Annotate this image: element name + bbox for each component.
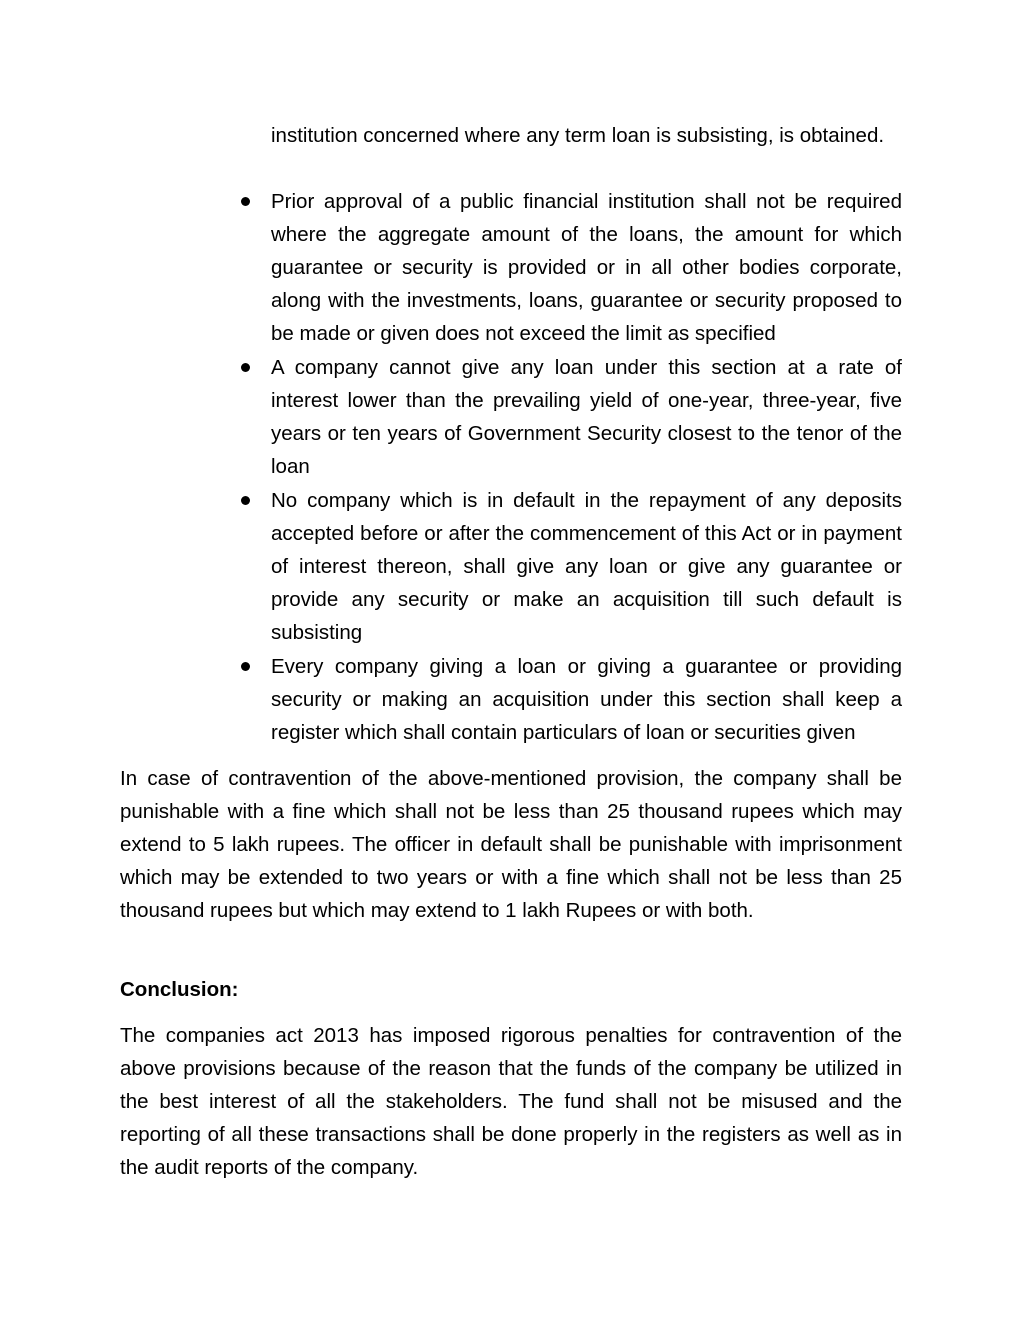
bullet-text: A company cannot give any loan under this section at a rate of interest lower than the prevailing yield of one-year, three-year, five years or ten years of Government Security closest to the tenor of the loan xyxy=(271,356,902,478)
bullet-item xyxy=(271,484,902,649)
bullet-dot-icon xyxy=(241,363,250,372)
bullet-dot-icon xyxy=(241,496,250,505)
conclusion-paragraph: The companies act 2013 has imposed rigorous penalties for contravention of the above provisions because of the reason that the funds of the company be utilized in the best interest of all the stakeholders. The fund shall not be misused and the reporting of all these transactions shall be done properly in the registers as well as in the audit reports of the company. xyxy=(120,1024,902,1179)
conclusion-heading: Conclusion: xyxy=(120,978,239,1001)
bullet-text: Every company giving a loan or giving a guarantee or providing security or making an acquisition under this section shall keep a register which shall contain particulars of loan or securities given xyxy=(271,655,902,744)
bullet-item xyxy=(271,351,902,483)
bullet-item xyxy=(271,185,902,350)
bullet-text: No company which is in default in the repayment of any deposits accepted before or after the commencement of this Act or in payment of interest thereon, shall give any loan or give any guarantee or provide any security or make an acquisition till such default is subsisting xyxy=(271,489,902,644)
bullet-list xyxy=(0,185,1024,750)
bullet-dot-icon xyxy=(241,662,250,671)
continuation-text: institution concerned where any term loan is subsisting, is obtained. xyxy=(271,124,885,147)
bullet-dot-icon xyxy=(241,197,250,206)
bullet-item xyxy=(271,650,902,749)
bullet-text: Prior approval of a public financial institution shall not be required where the aggregate amount of the loans, the amount for which guarantee or security is provided or in all other bodies corporate, along with the investments, loans, guarantee or security proposed to be made or given does not exceed the limit as specified xyxy=(271,190,902,345)
penalty-paragraph: In case of contravention of the above-mentioned provision, the company shall be punishable with a fine which shall not be less than 25 thousand rupees which may extend to 5 lakh rupees. The officer in default shall be punishable with imprisonment which may be extended to two years or with a fine which shall not be less than 25 thousand rupees but which may extend to 1 lakh Rupees or with both. xyxy=(120,767,902,922)
